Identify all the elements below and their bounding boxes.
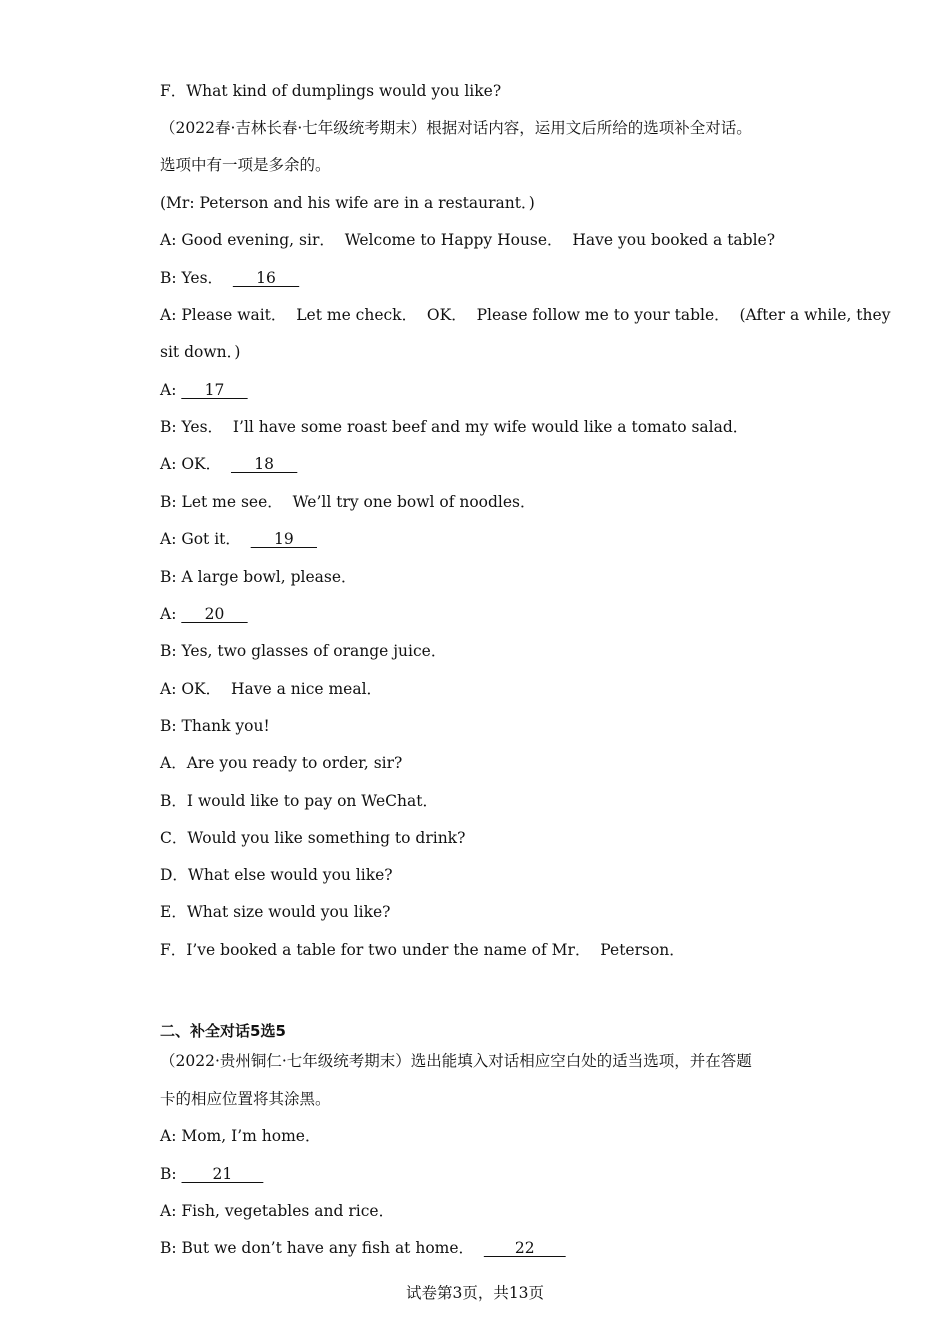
dialogue-line-8 [160, 529, 317, 549]
option-a: A．Are you ready to order, sir? [160, 754, 403, 772]
dialogue-line-6 [160, 454, 297, 474]
dialogue-text: A: OK． [160, 455, 231, 473]
section2-heading: 二、补全对话5选5 [160, 1022, 286, 1040]
section2-dialogue-line-2 [160, 1164, 263, 1184]
dialogue-line-11: B: Yes, two glasses of orange juice． [160, 642, 447, 660]
blank-18: ___18___ [230, 455, 298, 473]
prev-option-f: F．What kind of dumplings would you like? [160, 82, 502, 100]
section2-dialogue-line-4 [160, 1238, 566, 1258]
option-e: E．What size would you like? [160, 903, 391, 921]
dialogue-text: B: But we don’t have any fish at home． [160, 1239, 484, 1257]
dialogue-line-3a: A: Please wait． Let me check． OK． Please follow me to your table． (After a while, they [160, 306, 891, 324]
dialogue-line-10 [160, 604, 248, 624]
dialogue-text: A: [160, 381, 182, 399]
dialogue-line-4 [160, 380, 248, 400]
dialogue-text: A: [160, 605, 182, 623]
blank-16: ___16___ [232, 269, 300, 287]
dialogue-line-13: B: Thank you! [160, 717, 270, 735]
section2-dialogue-line-1: A: Mom, I’m home． [160, 1127, 321, 1145]
blank-17: ___17___ [181, 381, 248, 399]
option-c: C．Would you like something to drink? [160, 829, 466, 847]
section2-dialogue-line-3: A: Fish, vegetables and rice． [160, 1202, 395, 1220]
dialogue-line-7: B: Let me see． We’ll try one bowl of noodles． [160, 493, 536, 511]
dialogue-text: A: Got it． [160, 530, 251, 548]
blank-22: ____22____ [483, 1239, 566, 1257]
section2-intro-line2: 卡的相应位置将其涂黑。 [160, 1090, 331, 1108]
dialogue-line-5: B: Yes． I’ll have some roast beef and my wife would like a tomato salad． [160, 418, 749, 436]
section2-intro-line1: （2022·贵州铜仁·七年级统考期末）选出能填入对话相应空白处的适当选项，并在答题 [160, 1052, 752, 1070]
section1-intro-line1: （2022春·吉林长春·七年级统考期末）根据对话内容，运用文后所给的选项补全对话。 [160, 119, 752, 137]
dialogue-line-3b: sit down．) [160, 343, 241, 361]
dialogue-line-12: A: OK． Have a nice meal． [160, 680, 383, 698]
dialogue-text: B: Yes． [160, 269, 233, 287]
option-d: D．What else would you like? [160, 866, 393, 884]
page-footer: 试卷第3页，共13页 [405, 1284, 545, 1302]
blank-20: ___20___ [181, 605, 248, 623]
dialogue-line-2 [160, 268, 299, 288]
dialogue-line-9: B: A large bowl, please． [160, 568, 357, 586]
blank-19: ___19___ [250, 530, 317, 548]
option-f: F．I’ve booked a table for two under the name of Mr． Peterson． [160, 941, 685, 959]
section1-intro-line2: 选项中有一项是多余的。 [160, 156, 331, 174]
dialogue-text: B: [160, 1165, 182, 1183]
dialogue-line-1: A: Good evening, sir． Welcome to Happy House． Have you booked a table? [160, 231, 776, 249]
blank-21: ____21____ [181, 1165, 264, 1183]
dialogue-setting: (Mr: Peterson and his wife are in a restaurant．) [160, 194, 535, 212]
option-b: B．I would like to pay on WeChat． [160, 792, 438, 810]
